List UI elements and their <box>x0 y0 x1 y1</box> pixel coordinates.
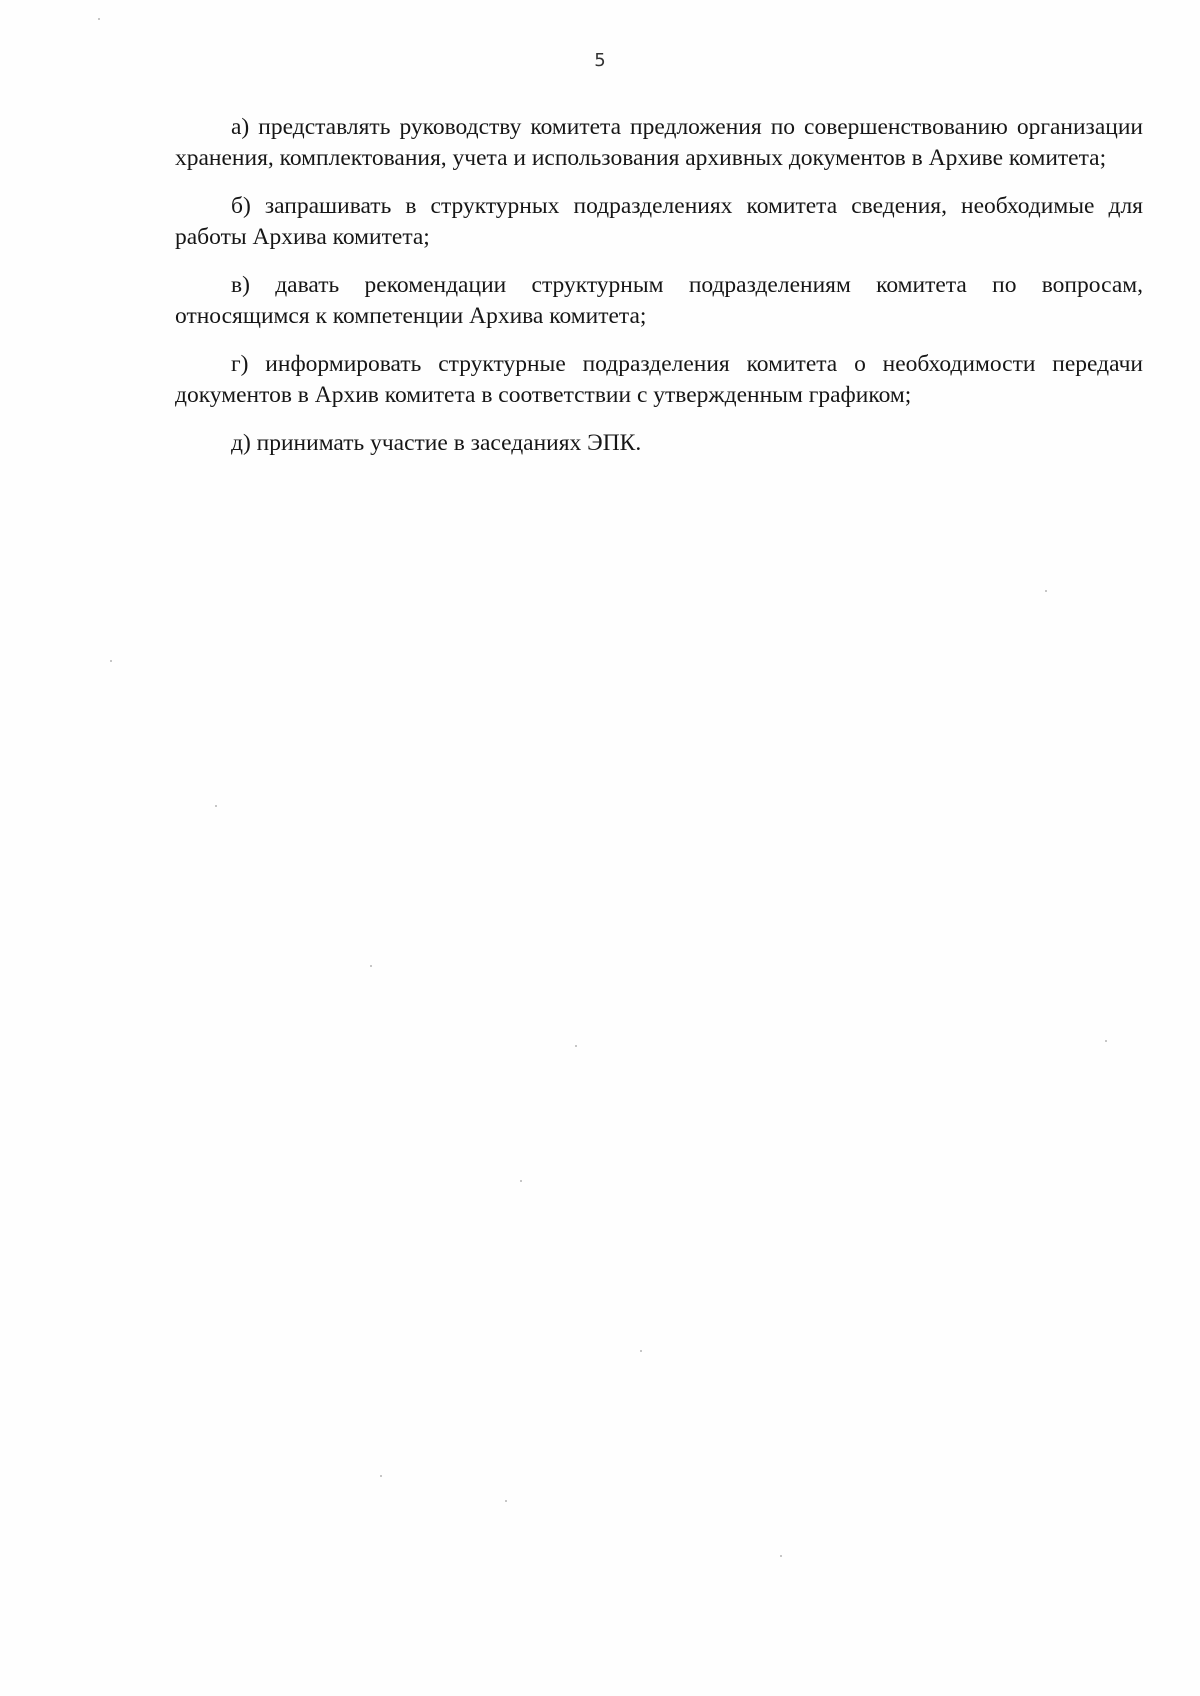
paragraph-g: г) информировать структурные подразделения комитета о необходимости передачи документов в Архив комитета в соответствии с утвержденным графиком; <box>175 351 1143 408</box>
paragraph-d: д) принимать участие в заседаниях ЭПК. <box>231 430 642 456</box>
scan-speck <box>98 18 100 20</box>
scan-speck <box>110 660 112 662</box>
scan-speck <box>380 1475 382 1477</box>
scan-speck <box>370 965 372 967</box>
scan-speck <box>640 1350 642 1352</box>
paragraph-a: а) представлять руководству комитета предложения по совершенствованию организации хранения, комплектования, учета и использования архивных документов в Архиве комитета; <box>175 114 1143 171</box>
scan-speck <box>780 1555 782 1557</box>
scan-speck <box>1045 590 1047 592</box>
scan-speck <box>215 805 217 807</box>
paragraph-v: в) давать рекомендации структурным подразделениям комитета по вопросам, относящимся к компетенции Архива комитета; <box>175 272 1143 329</box>
scan-speck <box>505 1500 507 1502</box>
document-body <box>175 112 1143 476</box>
scan-speck <box>575 1045 577 1047</box>
scan-speck <box>1105 1040 1107 1042</box>
paragraph-b: б) запрашивать в структурных подразделениях комитета сведения, необходимые для работы Архива комитета; <box>175 193 1143 250</box>
page-number: 5 <box>594 50 606 71</box>
scan-speck <box>520 1180 522 1182</box>
